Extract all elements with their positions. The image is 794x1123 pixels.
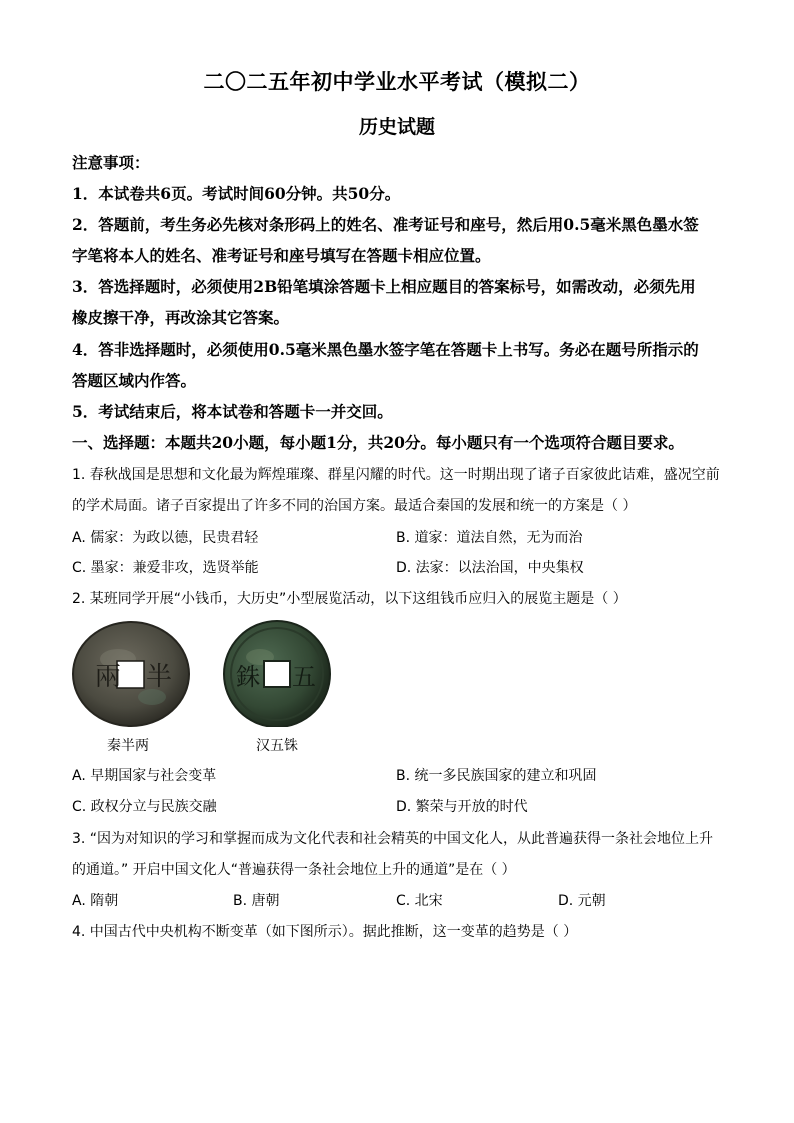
coin2-glyph-left: 銖: [236, 663, 260, 691]
notice-line-4-cont: 答题区域内作答。: [72, 371, 197, 390]
coin1-glyph-right: 半: [146, 662, 173, 692]
q3-option-c: C. 北宋: [396, 893, 443, 909]
exam-subject: 历史试题: [358, 116, 435, 138]
coin2-glyph-right: 五: [292, 663, 316, 691]
coin1-caption: 秦半两: [107, 738, 149, 754]
notice-line-2: 2．答题前，考生务必先核对条形码上的姓名、准考证号和座号，然后用0.5毫米黑色墨水签: [72, 215, 699, 234]
q2-option-a: A. 早期国家与社会变革: [72, 768, 217, 784]
q1-stem-line-1: 1. 春秋战国是思想和文化最为辉煌璀璨、群星闪耀的时代。这一时期出现了诸子百家彼此诘难，盛况空前: [72, 467, 720, 483]
q3-stem-line-2: 的通道。” 开启中国文化人“普遍获得一条社会地位上升的通道”是在（ ）: [72, 862, 516, 878]
han-wuzhu-coin-icon: [220, 619, 334, 727]
qin-banliang-coin-icon: [70, 619, 192, 727]
q2-option-d: D. 繁荣与开放的时代: [396, 799, 528, 815]
q3-option-d: D. 元朝: [558, 893, 606, 909]
notice-line-1: 1．本试卷共6页。考试时间60分钟。共50分。: [72, 184, 401, 203]
notice-line-2-cont: 字笔将本人的姓名、准考证号和座号填写在答题卡相应位置。: [72, 246, 491, 265]
q1-option-b: B. 道家：道法自然，无为而治: [396, 530, 583, 546]
coin1-glyph-left: 兩: [95, 662, 122, 692]
notice-line-3-cont: 橡皮擦干净，再改涂其它答案。: [72, 308, 290, 327]
q2-option-b: B. 统一多民族国家的建立和巩固: [396, 768, 597, 784]
notice-line-3: 3．答选择题时，必须使用2B铅笔填涂答题卡上相应题目的答案标号，如需改动，必须先用: [72, 277, 696, 296]
q3-option-a: A. 隋朝: [72, 893, 119, 909]
notice-line-4: 4．答非选择题时，必须使用0.5毫米黑色墨水签字笔在答题卡上书写。务必在题号所指示的: [72, 340, 699, 359]
q3-stem-line-1: 3. “因为对知识的学习和掌握而成为文化代表和社会精英的中国文化人，从此普遍获得一条社会地位上升: [72, 831, 714, 847]
q2-stem: 2. 某班同学开展“小钱币，大历史”小型展览活动，以下这组钱币应归入的展览主题是（ ）: [72, 591, 627, 607]
q2-option-c: C. 政权分立与民族交融: [72, 799, 217, 815]
q1-option-c: C. 墨家：兼爱非攻，选贤举能: [72, 560, 259, 576]
exam-title: 二〇二五年初中学业水平考试（模拟二）: [203, 69, 591, 94]
q1-option-d: D. 法家：以法治国，中央集权: [396, 560, 584, 576]
q3-option-b: B. 唐朝: [233, 893, 280, 909]
coin-han-wuzhu: [220, 619, 334, 727]
notice-line-5: 5．考试结束后，将本试卷和答题卡一并交回。: [72, 402, 393, 421]
q4-stem: 4. 中国古代中央机构不断变革（如下图所示）。据此推断，这一变革的趋势是（ ）: [72, 924, 578, 940]
q1-option-a: A. 儒家：为政以德，民贵君轻: [72, 530, 259, 546]
section-heading-choice: 一、选择题：本题共20小题，每小题1分，共20分。每小题只有一个选项符合题目要求。: [72, 433, 684, 452]
q1-stem-line-2: 的学术局面。诸子百家提出了许多不同的治国方案。最适合秦国的发展和统一的方案是（ ）: [72, 498, 637, 514]
coin2-caption: 汉五铢: [256, 738, 298, 754]
notice-heading: 注意事项：: [72, 153, 150, 172]
coin-qin-banliang: [70, 619, 192, 727]
